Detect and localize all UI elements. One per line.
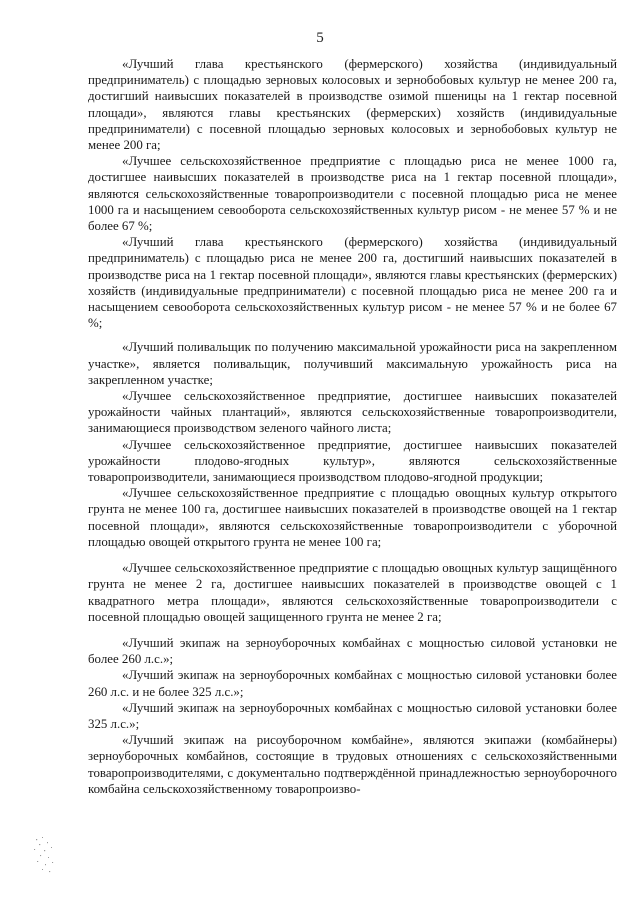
document-body (88, 56, 617, 797)
paragraph-best-crew-combine-260-325: «Лучший экипаж на зерноуборочных комбайнах с мощностью силовой установки более 260 л.с. и не более 325 л.с.»; (88, 668, 617, 699)
paragraph-best-enterprise-fruit-berry: «Лучшее сельскохозяйственное предприятие, достигшее наивысших показателей урожайности плодово-ягодных культур», являются сельскохозяйственные товаропроизводители, занимающиеся производством плодово-ягодной продукции; (88, 437, 617, 485)
paragraph-best-enterprise-rice-1000: «Лучшее сельскохозяйственное предприятие с площадью риса не менее 1000 га, достигшее наивысших показателей в производстве риса на 1 гектар посевной площади», являются сельскохозяйственные товаропроизводители с посевной площадью риса не менее 1000 га и насыщением севооборота сельскохозяйственных культур рисом - не менее 57 % и не более 67 %; (88, 154, 617, 234)
paragraph-best-enterprise-tea: «Лучшее сельскохозяйственное предприятие, достигшее наивысших показателей урожайности чайных плантаций», являются сельскохозяйственные товаропроизводители, занимающиеся производством зеленого чайного листа; (88, 389, 617, 436)
page-number: 5 (316, 30, 324, 46)
paragraph-best-farmer-rice-200: «Лучший глава крестьянского (фермерского) хозяйства (индивидуальный предприниматель) с площадью риса не менее 200 га, достигший наивысших показателей в производстве риса на 1 гектар посевной площади», являются главы крестьянских (фермерских) хозяйств (индивидуальные предприниматели) с посевной площадью риса не менее 200 га и насыщением севооборота сельскохозяйственных культур рисом - не менее 57 % и не более 67 %; (88, 235, 617, 331)
paragraph-best-enterprise-open-vegetables: «Лучшее сельскохозяйственное предприятие с площадью овощных культур открытого грунта не менее 100 га, достигшее наивысших показателей в производстве овощей на 1 гектар посевной площади», являются сельскохозяйственные товаропроизводители с уборочной площадью овощей открытого грунта не менее 100 га; (88, 486, 617, 549)
paragraph-best-crew-combine-260: «Лучший экипаж на зерноуборочных комбайнах с мощностью силовой установки не более 260 л.с.»; (88, 635, 617, 667)
paragraph-best-farmer-winter-wheat: «Лучший глава крестьянского (фермерского) хозяйства (индивидуальный предприниматель) с площадью зерновых колосовых и зернобобовых культур не менее 200 га, достигший наивысших показателей в производстве озимой пшеницы на 1 гектар посевной площади», являются главы крестьянских (фермерских) хозяйств (индивидуальные предприниматели) с посевной площадью зерновых колосовых и зернобобовых культур не менее 200 га; (88, 57, 617, 153)
paragraph-best-crew-combine-325: «Лучший экипаж на зерноуборочных комбайнах с мощностью силовой установки более 325 л.с.»; (88, 700, 617, 731)
paragraph-best-crew-rice-combine: «Лучший экипаж на рисоуборочном комбайне», являются экипажи (комбайнеры) зерноуборочных комбайнов, состоящие в трудовых отношениях с сельскохозяйственными товаропроизводителями, с документально подтверждённой принадлежностью зерноуборочного комбайна сельскохозяйственному товаропроизво- (88, 733, 617, 796)
scan-artifact-mark (30, 835, 70, 875)
paragraph-best-irrigator-rice: «Лучший поливальщик по получению максимальной урожайности риса на закрепленном участке», является поливальщик, получивший максимальную урожайность риса на закрепленном участке; (88, 340, 617, 387)
paragraph-best-enterprise-greenhouse-vegetables: «Лучшее сельскохозяйственное предприятие с площадью овощных культур защищённого грунта не менее 2 га, достигшее наивысших показателей в производстве овощей с 1 квадратного метра площади», являются сельскохозяйственные товаропроизводители с посевной площадью овощей защищенного грунта не менее 2 га; (88, 561, 617, 624)
